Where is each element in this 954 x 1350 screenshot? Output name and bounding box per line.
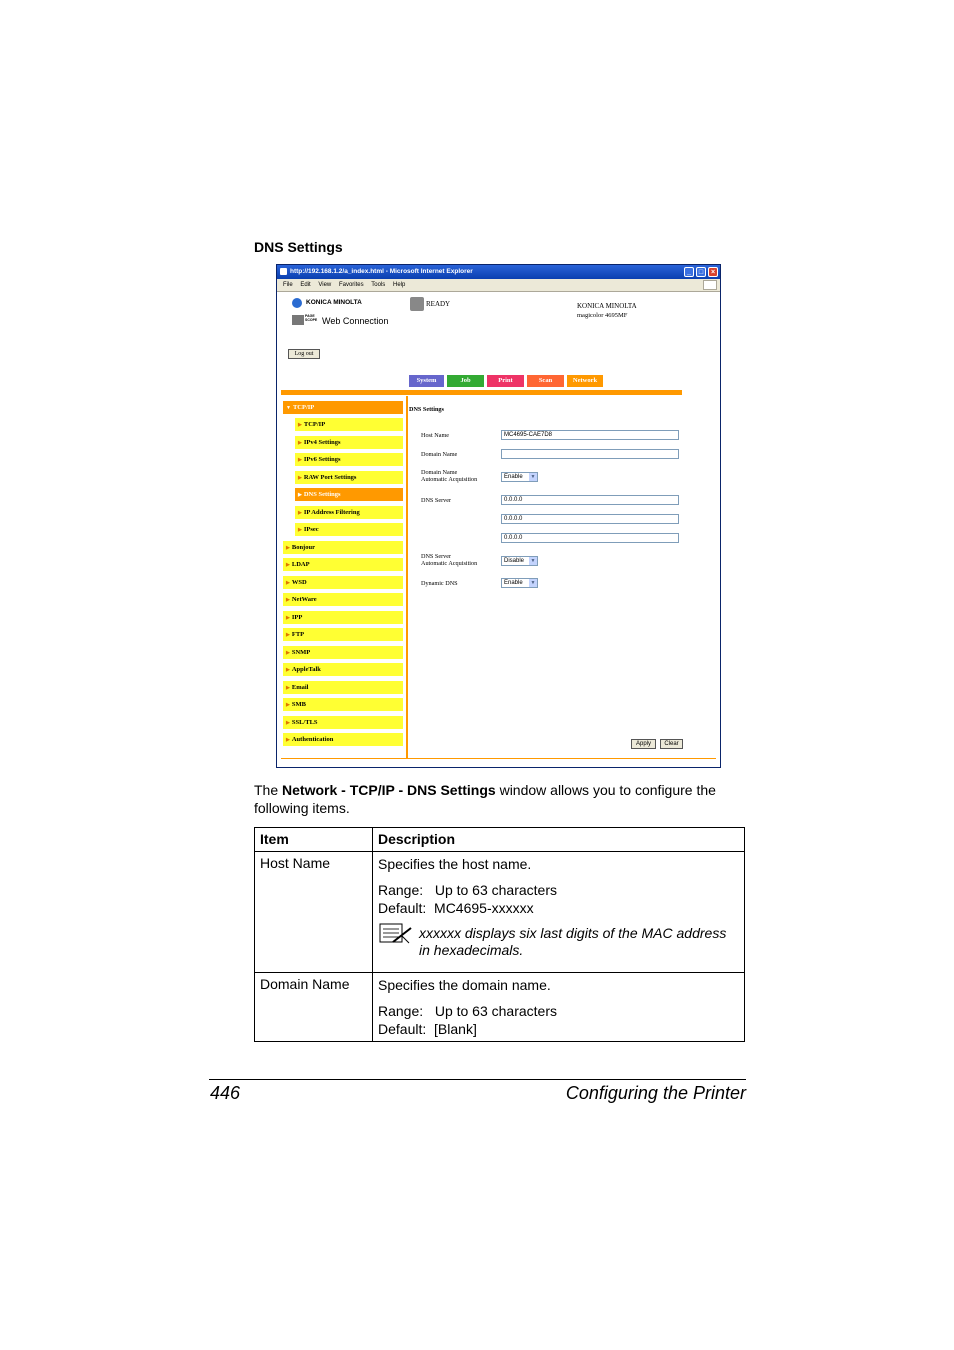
minimize-icon[interactable]: _ <box>684 267 694 277</box>
dns-server-input-3[interactable]: 0.0.0.0 <box>501 533 679 543</box>
device-status: READY <box>426 300 451 308</box>
table-cell-item: Domain Name <box>255 973 373 1042</box>
dns-server-input-2[interactable]: 0.0.0.0 <box>501 514 679 524</box>
table-header-row <box>255 828 745 852</box>
nav-item-ip-filtering[interactable]: ▶ IP Address Filtering <box>295 506 403 519</box>
ie-icon <box>280 268 287 275</box>
running-title: Configuring the Printer <box>565 1083 746 1103</box>
browser-titlebar <box>277 265 720 279</box>
apply-button[interactable]: Apply <box>631 739 656 749</box>
nav-item-dns-settings[interactable]: ▶ DNS Settings <box>295 488 403 501</box>
description-text: Specifies the domain name. <box>378 977 551 993</box>
menu-view[interactable]: View <box>318 282 332 288</box>
page-number: 446 <box>210 1083 241 1103</box>
nav-section-tcpip[interactable]: ▼ TCP/IP <box>283 401 403 414</box>
close-icon[interactable]: × <box>708 267 718 277</box>
pagescope-logo-icon <box>292 315 304 325</box>
nav-item-ssl-tls[interactable]: ▶ SSL/TLS <box>283 716 403 729</box>
tab-print[interactable]: Print <box>487 375 524 387</box>
logout-button[interactable]: Log out <box>288 349 320 359</box>
pagescope-text: PAGE SCOPE <box>305 314 318 322</box>
clear-button[interactable]: Clear <box>660 739 683 749</box>
section-heading: DNS Settings <box>254 239 343 255</box>
tab-job[interactable]: Job <box>447 375 484 387</box>
nav-item-raw-port[interactable]: ▶ RAW Port Settings <box>295 471 403 484</box>
table-row <box>255 973 745 1042</box>
chevron-down-icon: ▼ <box>530 474 536 480</box>
konica-minolta-logo-icon <box>292 298 302 308</box>
nav-item-netware[interactable]: ▶ NetWare <box>283 593 403 606</box>
table-cell-description <box>373 973 745 1042</box>
dynamic-dns-label: Dynamic DNS <box>421 580 458 587</box>
table-cell-item: Host Name <box>255 852 373 973</box>
chevron-down-icon: ▼ <box>530 558 536 564</box>
nav-divider <box>406 396 408 758</box>
web-page <box>277 292 720 767</box>
tab-underline-bar <box>281 390 682 395</box>
table-cell-description <box>373 852 745 973</box>
range-line: Range: Up to 63 characters <box>378 882 557 898</box>
menu-favorites[interactable]: Favorites <box>338 282 364 288</box>
vendor-name: KONICA MINOLTA <box>577 302 637 310</box>
tab-network[interactable]: Network <box>567 375 603 387</box>
range-line: Range: Up to 63 characters <box>378 1003 557 1019</box>
nav-item-smb[interactable]: ▶ SMB <box>283 698 403 711</box>
dynamic-dns-select[interactable]: Enable ▼ <box>501 578 538 588</box>
domain-name-input[interactable] <box>501 449 679 459</box>
note <box>378 925 739 959</box>
nav-item-tcpip[interactable]: ▶ TCP/IP <box>295 418 403 431</box>
intro-text-1: The <box>254 782 283 798</box>
nav-item-ipv4[interactable]: ▶ IPv4 Settings <box>295 436 403 449</box>
nav-item-email[interactable]: ▶ Email <box>283 681 403 694</box>
dns-auto-label: DNS Server Automatic Acquisition <box>421 553 478 567</box>
printer-status-icon <box>410 297 424 311</box>
default-line: Default: [Blank] <box>378 1021 477 1037</box>
maximize-icon[interactable]: □ <box>696 267 706 277</box>
dns-auto-select[interactable]: Disable ▼ <box>501 556 538 566</box>
nav-item-snmp[interactable]: ▶ SNMP <box>283 646 403 659</box>
table-header-item: Item <box>255 828 373 852</box>
default-line: Default: MC4695-xxxxxx <box>378 900 534 916</box>
host-name-label: Host Name <box>421 432 450 439</box>
footer-rule <box>209 1079 746 1080</box>
table-header-description: Description <box>373 828 745 852</box>
domain-auto-label: Domain Name Automatic Acquisition <box>421 469 478 483</box>
description-text: Specifies the host name. <box>378 856 532 872</box>
nav-item-ipv6[interactable]: ▶ IPv6 Settings <box>295 453 403 466</box>
table-row <box>255 852 745 973</box>
nav-item-bonjour[interactable]: ▶ Bonjour <box>283 541 403 554</box>
nav-item-ipsec[interactable]: ▶ IPsec <box>295 523 403 536</box>
menu-file[interactable]: File <box>283 282 293 288</box>
brand-logo-text: KONICA MINOLTA <box>306 299 362 306</box>
browser-menubar <box>277 279 720 292</box>
intro-paragraph <box>254 781 744 817</box>
nav-item-authentication[interactable]: ▶ Authentication <box>283 733 403 746</box>
domain-name-label: Domain Name <box>421 451 458 458</box>
nav-item-wsd[interactable]: ▶ WSD <box>283 576 403 589</box>
chevron-down-icon: ▼ <box>530 580 536 586</box>
menu-help[interactable]: Help <box>392 282 406 288</box>
form-title: DNS Settings <box>409 406 444 413</box>
footer-divider <box>281 758 716 759</box>
browser-window-screenshot <box>276 264 721 768</box>
tab-scan[interactable]: Scan <box>527 375 564 387</box>
browser-title: http://192.168.1.2/a_index.html - Microsoft Internet Explorer <box>290 268 473 275</box>
intro-text-2: window allows you to configure the following items. <box>254 782 716 816</box>
dns-server-label: DNS Server <box>421 497 452 504</box>
windows-flag-icon <box>703 280 717 290</box>
menu-tools[interactable]: Tools <box>371 282 386 288</box>
nav-item-ftp[interactable]: ▶ FTP <box>283 628 403 641</box>
tab-system[interactable]: System <box>409 375 444 387</box>
dns-server-input-1[interactable]: 0.0.0.0 <box>501 495 679 505</box>
note-text: xxxxxx displays six last digits of the MAC address in hexadecimals. <box>419 925 727 958</box>
note-pencil-icon <box>379 923 413 945</box>
nav-item-ldap[interactable]: ▶ LDAP <box>283 558 403 571</box>
nav-item-appletalk[interactable]: ▶ AppleTalk <box>283 663 403 676</box>
device-model: magicolor 4695MF <box>577 312 628 319</box>
intro-bold-path: Network - TCP/IP - DNS Settings <box>282 782 496 798</box>
web-connection-title: Web Connection <box>322 316 389 326</box>
nav-item-ipp[interactable]: ▶ IPP <box>283 611 403 624</box>
item-description-table <box>254 827 745 1042</box>
host-name-input[interactable]: MC4695-CAE7D8 <box>501 430 679 440</box>
domain-auto-select[interactable]: Enable ▼ <box>501 472 538 482</box>
menu-edit[interactable]: Edit <box>300 282 311 288</box>
